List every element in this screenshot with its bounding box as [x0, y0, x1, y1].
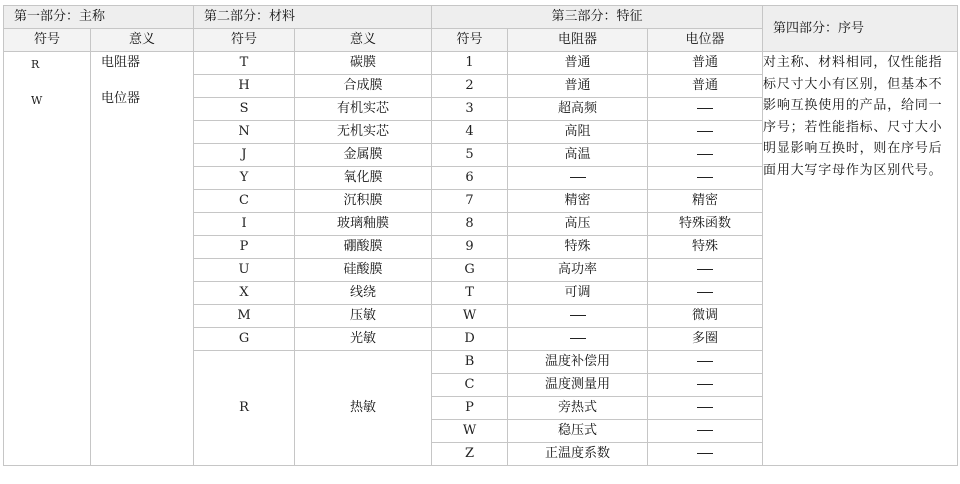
dash-mark	[697, 269, 713, 270]
feature-symbol: 8	[432, 213, 508, 236]
spacer	[101, 74, 193, 88]
dash-mark	[697, 292, 713, 293]
dash-mark	[697, 361, 713, 362]
feature-symbol: 7	[432, 190, 508, 213]
potentiometer-feature	[648, 420, 763, 443]
material-symbol: I	[194, 213, 295, 236]
part3-header: 第三部分：特征	[432, 6, 763, 29]
resistor-feature: 普通	[508, 75, 648, 98]
dash-mark	[697, 154, 713, 155]
resistor-feature: 可调	[508, 282, 648, 305]
part1-header: 第一部分：主称	[4, 6, 194, 29]
part4-column	[763, 6, 958, 466]
potentiometer-feature	[648, 397, 763, 420]
resistor-feature: 温度补偿用	[508, 351, 648, 374]
resistor-feature: 高压	[508, 213, 648, 236]
material-symbol: N	[194, 121, 295, 144]
potentiometer-feature: 多圈	[648, 328, 763, 351]
potentiometer-feature: 普通	[648, 52, 763, 75]
material-symbol: T	[194, 52, 295, 75]
part2-header: 第二部分：材料	[194, 6, 432, 29]
potentiometer-feature	[648, 282, 763, 305]
dash-mark	[697, 407, 713, 408]
feature-symbol: 4	[432, 121, 508, 144]
material-symbol: Y	[194, 167, 295, 190]
resistor-feature: 高温	[508, 144, 648, 167]
material-meaning: 合成膜	[295, 75, 432, 98]
resistor-feature	[508, 305, 648, 328]
part2-meaning-header: 意义	[295, 29, 432, 52]
material-symbol: C	[194, 190, 295, 213]
part4-description: 对主称、材料相同，仅性能指标尺寸大小有区别，但基本不影响互换使用的产品，给同一序号；若性能指标、尺寸大小明显影响互换时，则在序号后面用大写字母作为区别代号。	[763, 55, 943, 178]
part1-meanings-cell	[91, 52, 194, 466]
part2-symbol-header: 符号	[194, 29, 295, 52]
material-meaning: 压敏	[295, 305, 432, 328]
resistor-feature	[508, 328, 648, 351]
material-symbol: U	[194, 259, 295, 282]
material-symbol: G	[194, 328, 295, 351]
resistor-feature: 精密	[508, 190, 648, 213]
part3-potentiometer-header: 电位器	[648, 29, 763, 52]
material-meaning: 光敏	[295, 328, 432, 351]
dash-mark	[570, 177, 586, 178]
material-symbol: X	[194, 282, 295, 305]
dash-mark	[697, 384, 713, 385]
spacer	[31, 76, 90, 90]
part1-symbol: R	[31, 58, 40, 71]
potentiometer-feature: 特殊	[648, 236, 763, 259]
feature-symbol: 1	[432, 52, 508, 75]
resistor-model-table-container	[3, 5, 957, 479]
material-symbol: R	[194, 351, 295, 466]
resistor-feature: 正温度系数	[508, 443, 648, 466]
feature-symbol: 2	[432, 75, 508, 98]
part1-symbols	[4, 52, 90, 112]
material-meaning: 硅酸膜	[295, 259, 432, 282]
material-symbol: P	[194, 236, 295, 259]
potentiometer-feature	[648, 259, 763, 282]
dash-mark	[697, 108, 713, 109]
material-symbol: J	[194, 144, 295, 167]
material-symbol: S	[194, 98, 295, 121]
part1-meanings	[91, 52, 193, 110]
material-meaning: 有机实芯	[295, 98, 432, 121]
potentiometer-feature	[648, 144, 763, 167]
material-meaning: 金属膜	[295, 144, 432, 167]
resistor-feature: 高阻	[508, 121, 648, 144]
resistor-feature: 特殊	[508, 236, 648, 259]
dash-mark	[697, 177, 713, 178]
potentiometer-feature: 特殊函数	[648, 213, 763, 236]
feature-symbol: W	[432, 305, 508, 328]
material-symbol: H	[194, 75, 295, 98]
feature-symbol: B	[432, 351, 508, 374]
material-symbol: M	[194, 305, 295, 328]
main-header-row	[4, 6, 958, 29]
potentiometer-feature: 精密	[648, 190, 763, 213]
material-meaning: 无机实芯	[295, 121, 432, 144]
potentiometer-feature: 普通	[648, 75, 763, 98]
material-meaning: 玻璃釉膜	[295, 213, 432, 236]
potentiometer-feature	[648, 98, 763, 121]
potentiometer-feature	[648, 443, 763, 466]
feature-symbol: G	[432, 259, 508, 282]
dash-mark	[697, 453, 713, 454]
potentiometer-feature	[648, 351, 763, 374]
part1-meaning: 电阻器	[101, 55, 141, 70]
dash-mark	[570, 315, 586, 316]
part1-symbol-header: 符号	[4, 29, 91, 52]
material-meaning: 线绕	[295, 282, 432, 305]
part3-resistor-header: 电阻器	[508, 29, 648, 52]
potentiometer-feature	[648, 121, 763, 144]
resistor-feature: 超高频	[508, 98, 648, 121]
feature-symbol: D	[432, 328, 508, 351]
feature-symbol: 3	[432, 98, 508, 121]
potentiometer-feature	[648, 167, 763, 190]
feature-symbol: 9	[432, 236, 508, 259]
feature-symbol: C	[432, 374, 508, 397]
part1-symbol: W	[31, 94, 43, 107]
dash-mark	[697, 131, 713, 132]
part4-header: 第四部分：序号	[763, 6, 957, 52]
feature-symbol: W	[432, 420, 508, 443]
resistor-feature: 旁热式	[508, 397, 648, 420]
resistor-feature	[508, 167, 648, 190]
resistor-feature: 普通	[508, 52, 648, 75]
material-meaning: 硼酸膜	[295, 236, 432, 259]
potentiometer-feature: 微调	[648, 305, 763, 328]
potentiometer-feature	[648, 374, 763, 397]
resistor-feature: 高功率	[508, 259, 648, 282]
part3-symbol-header: 符号	[432, 29, 508, 52]
dash-mark	[570, 338, 586, 339]
part1-meaning: 电位器	[101, 91, 141, 106]
part1-meaning-header: 意义	[91, 29, 194, 52]
material-meaning: 氧化膜	[295, 167, 432, 190]
part1-symbols-cell	[4, 52, 91, 466]
resistor-feature: 稳压式	[508, 420, 648, 443]
resistor-model-table	[3, 5, 958, 466]
feature-symbol: 5	[432, 144, 508, 167]
resistor-feature: 温度测量用	[508, 374, 648, 397]
material-meaning: 沉积膜	[295, 190, 432, 213]
dash-mark	[697, 430, 713, 431]
feature-symbol: Z	[432, 443, 508, 466]
feature-symbol: 6	[432, 167, 508, 190]
material-meaning: 热敏	[295, 351, 432, 466]
material-meaning: 碳膜	[295, 52, 432, 75]
feature-symbol: P	[432, 397, 508, 420]
feature-symbol: T	[432, 282, 508, 305]
